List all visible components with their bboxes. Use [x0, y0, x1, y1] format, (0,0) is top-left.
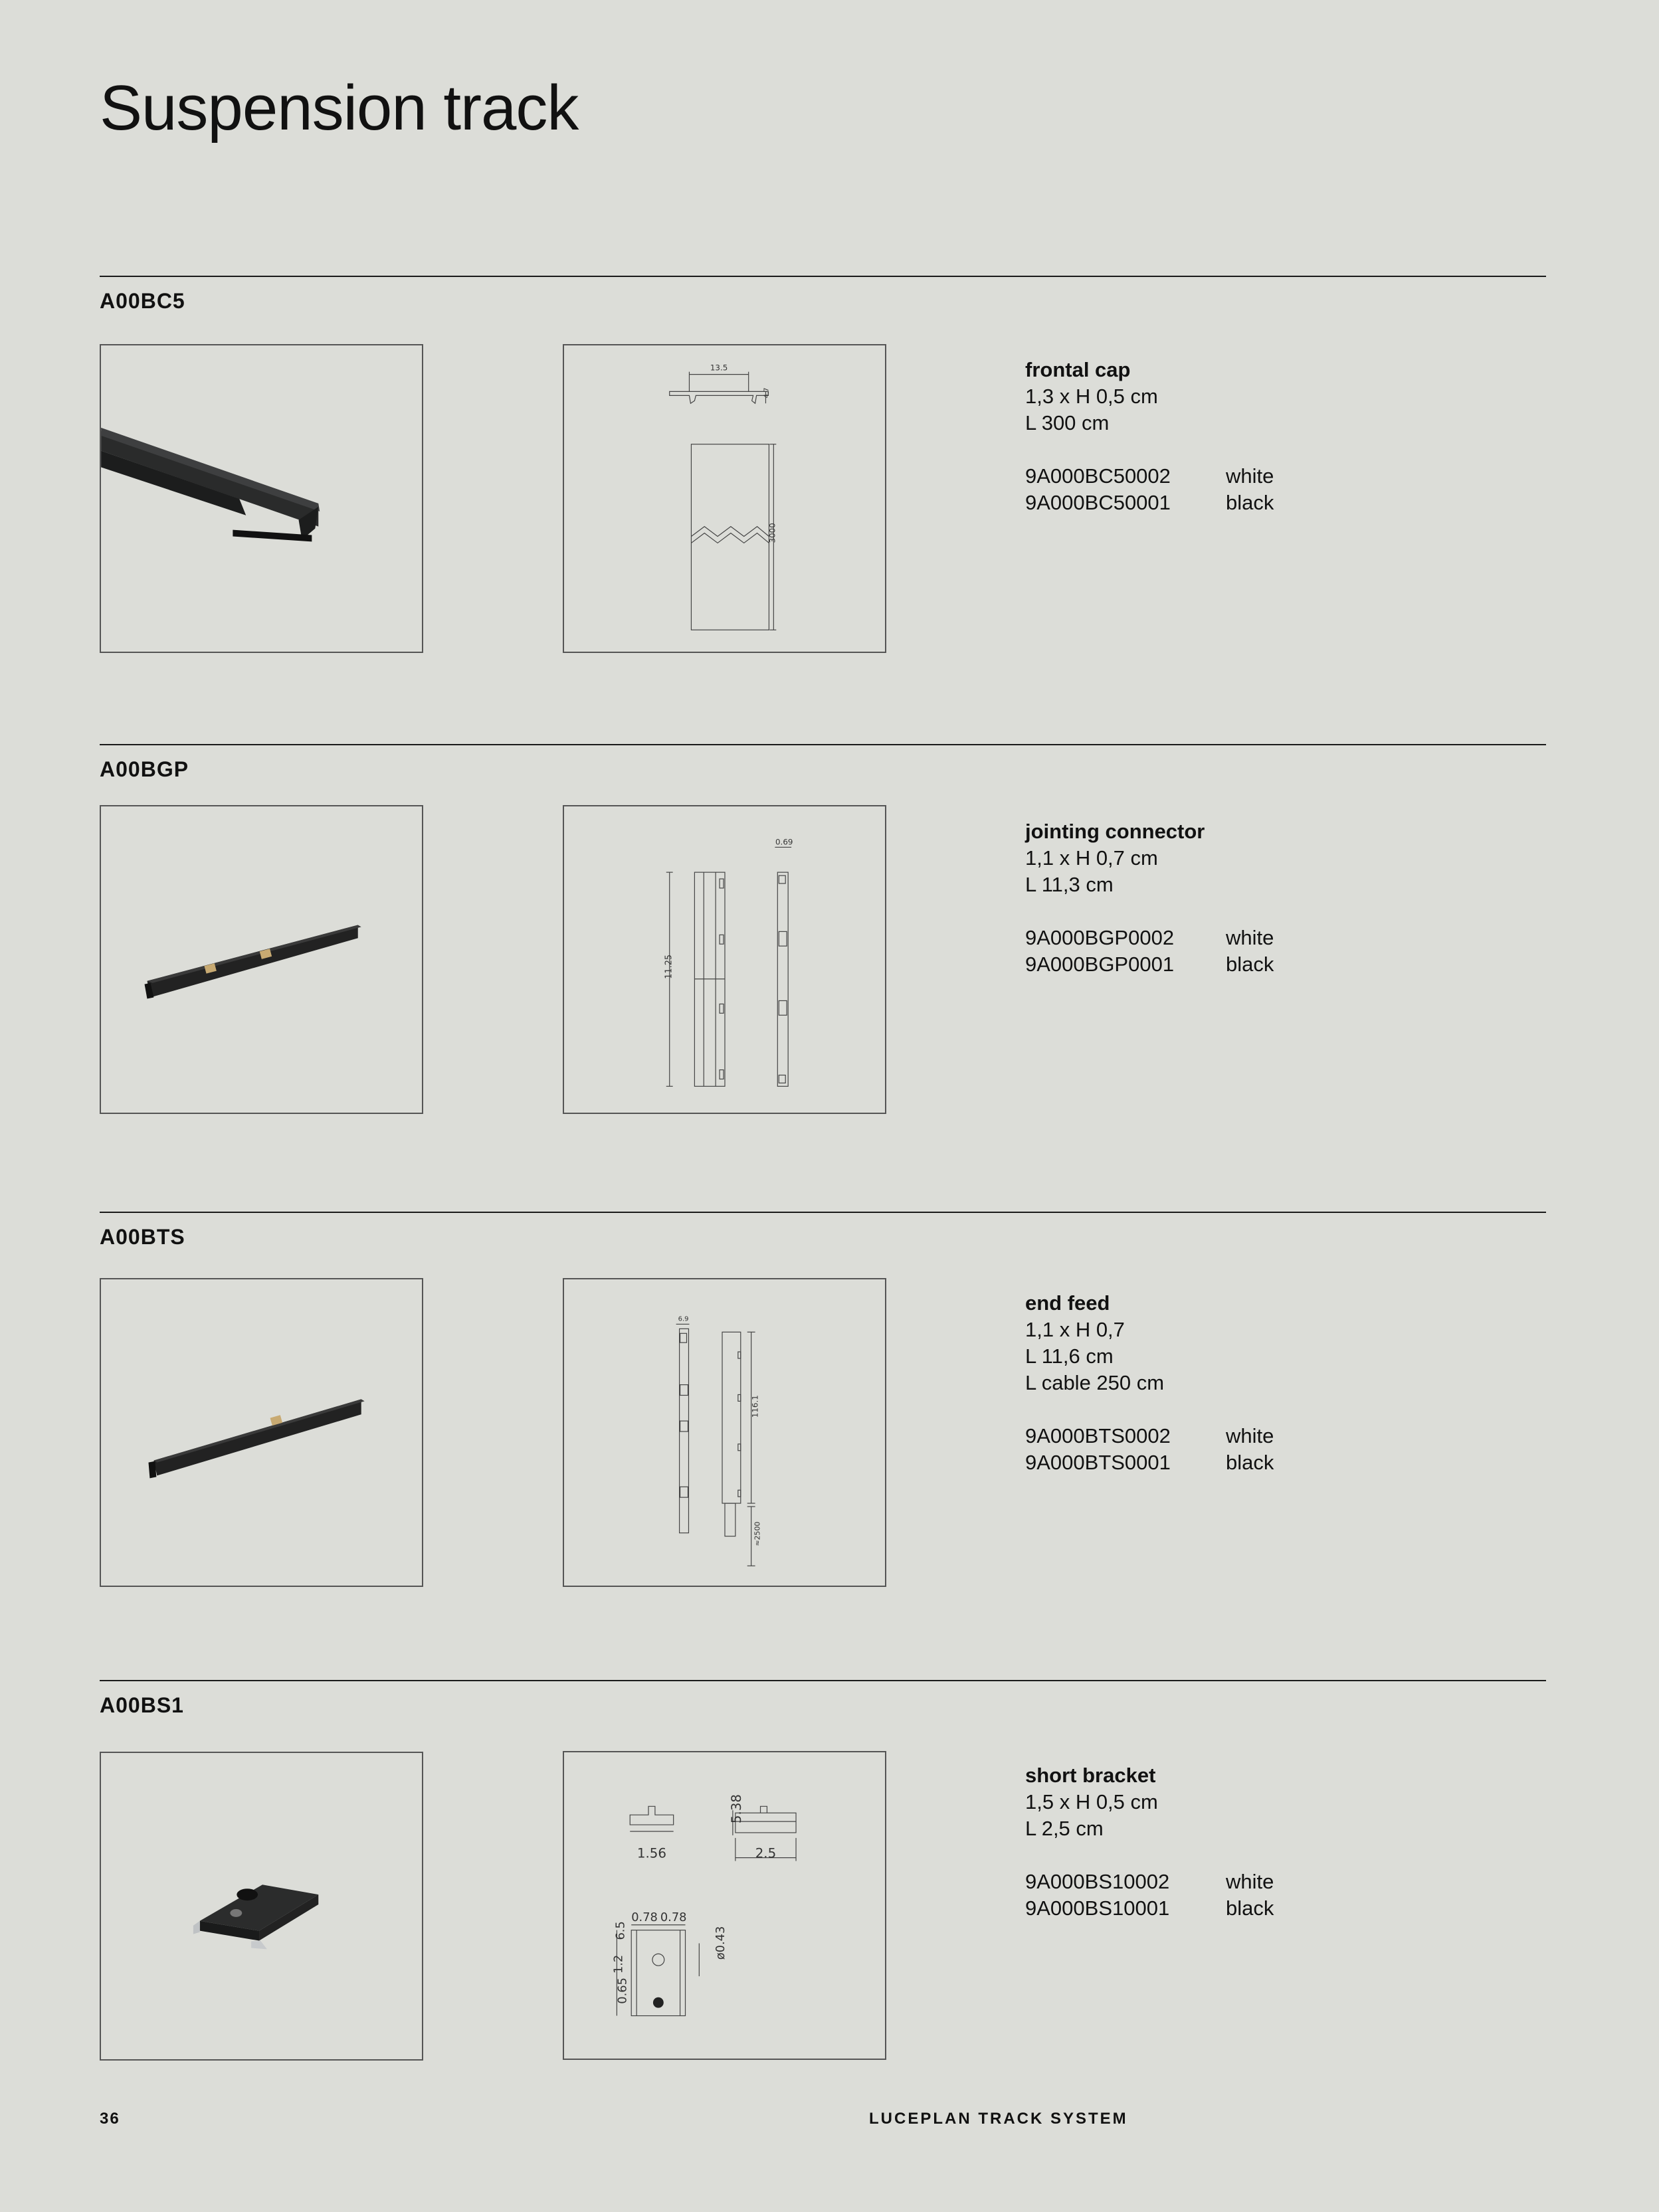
variant-sku: 9A000BTS0002: [1025, 1424, 1171, 1447]
product-photo: [100, 344, 423, 653]
spec-line: L 2,5 cm: [1025, 1817, 1104, 1840]
product-section-short-bracket: [100, 1680, 1546, 2078]
spec-line: L 11,6 cm: [1025, 1344, 1114, 1368]
spec-line: 1,1 x H 0,7 cm: [1025, 846, 1158, 870]
spec-line: L cable 250 cm: [1025, 1371, 1165, 1394]
short-bracket-render: [101, 1753, 422, 2059]
product-info: [1025, 1290, 1274, 1476]
product-info: [1025, 818, 1274, 978]
variant-sku: 9A000BS10002: [1025, 1870, 1170, 1893]
end-feed-render: [101, 1279, 422, 1586]
dim-length: 3000: [767, 523, 777, 543]
product-section-end-feed: [100, 1212, 1546, 1610]
product-code: A00BGP: [100, 757, 189, 781]
variant-sku: 9A000BS10001: [1025, 1896, 1170, 1920]
dim-length: 2.5: [755, 1845, 777, 1861]
product-code: A00BTS: [100, 1225, 185, 1249]
end-feed-drawing: [564, 1279, 885, 1586]
spec-line: 1,3 x H 0,5 cm: [1025, 385, 1158, 408]
dim-height: 4.7: [763, 387, 771, 399]
jointing-connector-drawing: [564, 806, 885, 1113]
section-divider: [100, 1680, 1546, 1681]
dim-width: 0.69: [775, 837, 793, 847]
product-code: A00BC5: [100, 289, 185, 313]
variant-sku: 9A000BGP0002: [1025, 926, 1175, 949]
dim-right-margin: 0.78: [660, 1910, 687, 1924]
dim-length: 11.25: [664, 954, 674, 979]
variant-sku: 9A000BTS0001: [1025, 1451, 1171, 1474]
product-section-frontal-cap: [100, 276, 1546, 674]
dim-length: 116.1: [750, 1395, 760, 1418]
product-info: [1025, 1762, 1274, 1922]
dim-height: 5.38: [728, 1794, 744, 1824]
footer-brand: LUCEPLAN TRACK SYSTEM: [869, 2110, 1128, 2128]
variant-color: black: [1226, 953, 1274, 976]
section-divider: [100, 744, 1546, 745]
product-name: jointing connector: [1025, 820, 1205, 843]
product-name: frontal cap: [1025, 358, 1131, 381]
spec-line: 1,5 x H 0,5 cm: [1025, 1790, 1158, 1813]
variant-sku: 9A000BGP0001: [1025, 953, 1175, 976]
dim-bottom-offset: 0.65: [615, 1978, 630, 2004]
variant-color: white: [1226, 464, 1274, 488]
dim-hole-spacing: 1.2: [611, 1954, 626, 1974]
dim-width: 13.5: [710, 363, 728, 373]
technical-drawing: [563, 1751, 886, 2060]
section-divider: [100, 1212, 1546, 1213]
variant-color: white: [1226, 1870, 1274, 1893]
spec-line: 1,1 x H 0,7: [1025, 1318, 1125, 1341]
spec-line: L 300 cm: [1025, 411, 1110, 434]
product-photo: [100, 1752, 423, 2061]
variant-row: [1025, 463, 1274, 490]
dim-top-offset: 6.5: [613, 1921, 628, 1940]
product-photo: [100, 805, 423, 1114]
technical-drawing: [563, 1278, 886, 1587]
frontal-cap-drawing: [564, 345, 885, 652]
dim-cable: ≈2500: [753, 1521, 762, 1546]
spec-line: L 11,3 cm: [1025, 873, 1114, 896]
frontal-cap-render: [101, 345, 422, 652]
variant-color: white: [1226, 1424, 1274, 1447]
product-code: A00BS1: [100, 1693, 184, 1717]
product-photo: [100, 1278, 423, 1587]
variant-sku: 9A000BC50001: [1025, 491, 1171, 514]
dim-width: 6.9: [678, 1315, 689, 1323]
short-bracket-drawing: [564, 1752, 885, 2059]
page-number: 36: [100, 2110, 120, 2128]
product-info: [1025, 357, 1274, 516]
product-name: short bracket: [1025, 1764, 1156, 1787]
page-title: Suspension track: [100, 72, 579, 143]
product-name: end feed: [1025, 1291, 1110, 1315]
jointing-connector-render: [101, 806, 422, 1113]
variant-row: [1025, 951, 1274, 978]
variant-color: white: [1226, 926, 1274, 949]
variant-row: [1025, 1423, 1274, 1449]
variant-color: black: [1226, 1451, 1274, 1474]
variant-row: [1025, 1869, 1274, 1895]
dim-left-margin: 0.78: [631, 1910, 658, 1924]
variant-row: [1025, 1895, 1274, 1922]
dim-base-width: 1.56: [636, 1845, 667, 1861]
variant-color: black: [1226, 491, 1274, 514]
variant-color: black: [1226, 1896, 1274, 1920]
variant-row: [1025, 490, 1274, 516]
section-divider: [100, 276, 1546, 277]
technical-drawing: [563, 344, 886, 653]
variant-row: [1025, 925, 1274, 951]
variant-sku: 9A000BC50002: [1025, 464, 1171, 488]
dim-hole-diameter: ø0.43: [714, 1926, 728, 1960]
variant-row: [1025, 1449, 1274, 1476]
technical-drawing: [563, 805, 886, 1114]
product-section-jointing-connector: [100, 744, 1546, 1143]
